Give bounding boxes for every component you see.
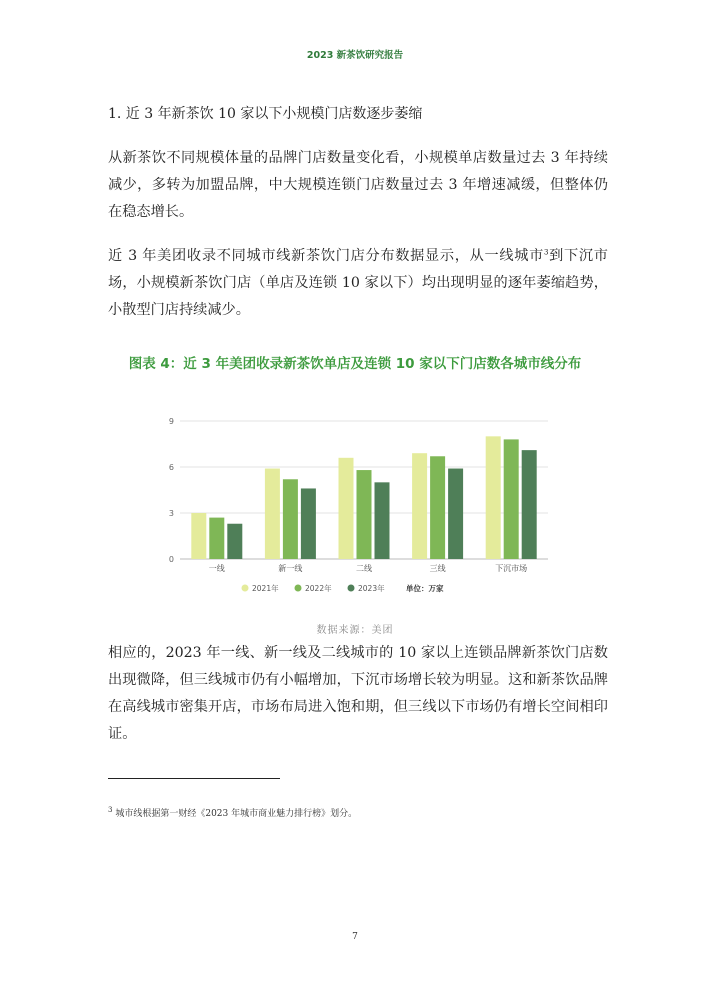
bar <box>412 453 427 559</box>
paragraph-2-text-b: 到下沉市场，小规模新茶饮门店（单店及连锁 10 家以下）均出现明显的逐年萎缩趋势，小散型门店持续减少。 <box>108 248 608 318</box>
figure-source: 数据来源：美团 <box>316 625 394 636</box>
x-category-label: 下沉市场 <box>495 564 528 573</box>
y-tick-label: 9 <box>168 417 174 426</box>
footnote-text: 城市线根据第一财经《2023 年城市商业魅力排行榜》划分。 <box>115 809 358 819</box>
bar <box>283 479 298 559</box>
x-category-label: 三线 <box>429 564 446 573</box>
bar <box>375 482 390 559</box>
bar <box>339 458 354 559</box>
paragraph-3: 相应的，2023 年一线、新一线及二线城市的 10 家以上连锁品牌新茶饮门店数出现微降，但三线城市仍有小幅增加，下沉市场增长较为明显。这和新茶饮品牌在高线城市密集开店，市场布局进入饱和期，但三线以下市场仍有增长空间相印证。 <box>108 645 608 742</box>
footnote <box>108 806 357 819</box>
legend-marker <box>295 585 302 592</box>
bar <box>486 436 501 559</box>
y-tick-label: 3 <box>168 509 174 518</box>
bar <box>209 518 224 559</box>
section-title: 1. 近 3 年新茶饮 10 家以下小规模门店数逐步萎缩 <box>108 106 423 122</box>
bar <box>504 439 519 559</box>
y-tick-label: 0 <box>168 555 174 564</box>
legend-label: 2023年 <box>358 584 385 593</box>
paragraph-2-text-a: 近 3 年美团收录不同城市线新茶饮门店分布数据显示，从一线城市 <box>108 248 544 264</box>
bar <box>448 469 463 559</box>
bar <box>191 513 206 559</box>
bar <box>227 524 242 559</box>
x-category-label: 新一线 <box>278 564 303 573</box>
footnote-ref[interactable]: 3 <box>544 248 549 257</box>
footnote-marker: 3 <box>108 806 113 814</box>
x-category-label: 二线 <box>356 564 372 573</box>
legend-marker <box>242 585 249 592</box>
paragraph-1: 从新茶饮不同规模体量的品牌门店数量变化看，小规模单店数量过去 3 年持续减少，多转为加盟品牌，中大规模连锁门店数量过去 3 年增速减缓，但整体仍在稳态增长。 <box>108 150 608 220</box>
legend-label: 2021年 <box>252 584 279 593</box>
bar <box>357 470 372 559</box>
legend-label: 2022年 <box>305 584 332 593</box>
bar <box>301 488 316 559</box>
page-number: 7 <box>352 932 358 942</box>
y-tick-label: 6 <box>168 463 174 472</box>
footnote-divider <box>108 778 280 779</box>
bar <box>522 450 537 559</box>
report-header: 2023 新茶饮研究报告 <box>306 50 404 61</box>
bar <box>265 469 280 559</box>
bar-chart <box>150 408 570 608</box>
x-category-label: 一线 <box>208 564 225 573</box>
bar <box>430 456 445 559</box>
legend-marker <box>348 585 355 592</box>
figure-title: 图表 4：近 3 年美团收录新茶饮单店及连锁 10 家以下门店数各城市线分布 <box>128 356 582 372</box>
paragraph-2 <box>108 243 608 324</box>
unit-label: 单位：万家 <box>406 584 444 593</box>
